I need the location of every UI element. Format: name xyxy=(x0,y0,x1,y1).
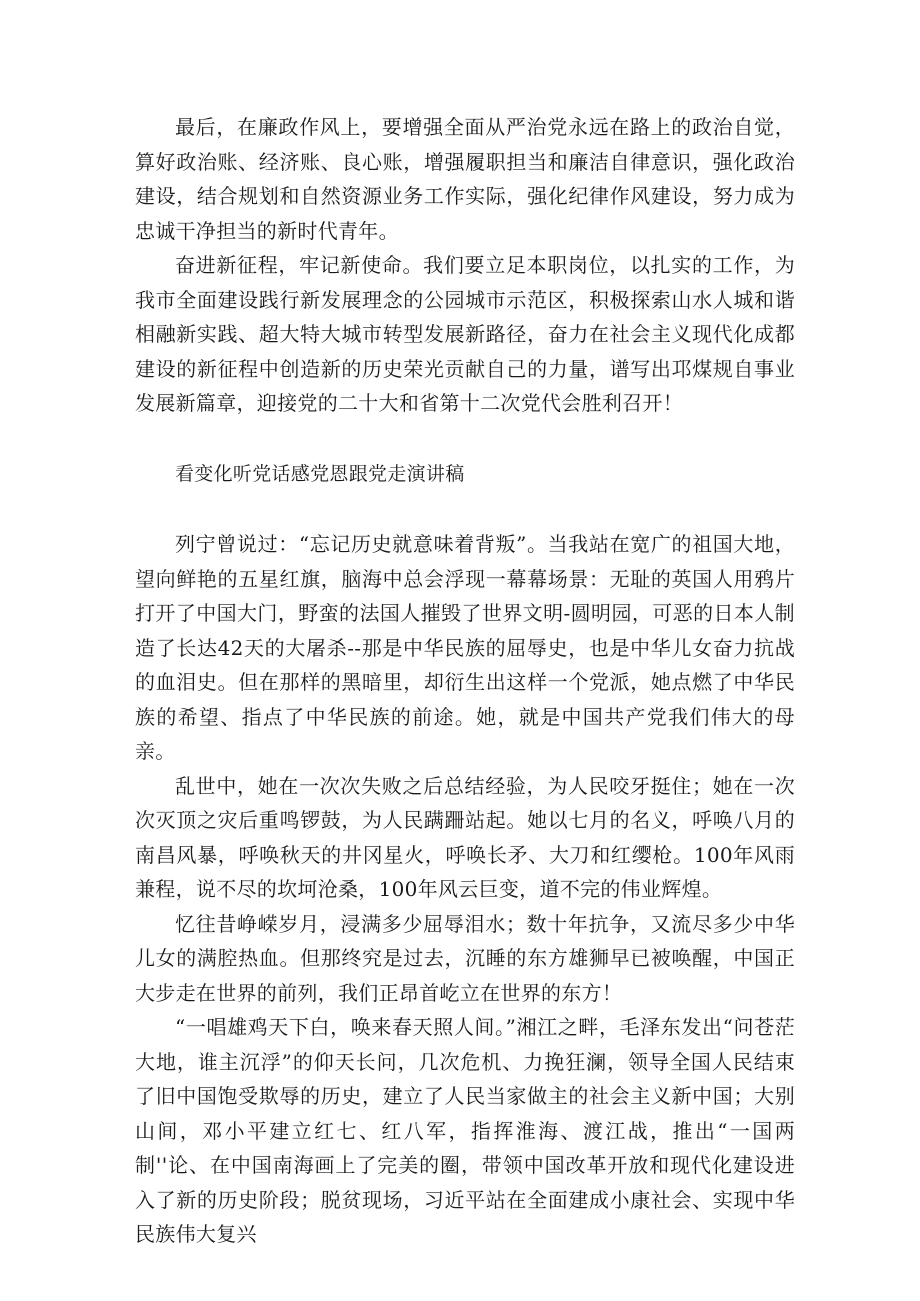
paragraph-lenin-quote: 列宁曾说过：“忘记历史就意味着背叛”。当我站在宽广的祖国大地，望向鲜艳的五星红旗，脑海中总会浮现一幕幕场景：无耻的英国人用鸦片打开了中国大门，野蛮的法国人摧毁了世界文明-圆明园，可恶的日本人制造了长达42天的大屠杀--那是中华民族的屈辱史，也是中华儿女奋力抗战的血泪史。但在那样的黑暗里，却衍生出这样一个党派，她点燃了中华民族的希望、指点了中华民族的前途。她，就是中国共产党我们伟大的母亲。 xyxy=(135,532,795,763)
paragraph-clean-governance: 最后，在廉政作风上，要增强全面从严治党永远在路上的政治自觉，算好政治账、经济账、良心账，增强履职担当和廉洁自律意识，强化政治建设，结合规划和自然资源业务工作实际，强化纪律作风建设，努力成为忠诚干净担当的新时代青年。 xyxy=(135,115,795,243)
paragraph-new-journey: 奋进新征程，牢记新使命。我们要立足本职岗位，以扎实的工作，为我市全面建设践行新发展理念的公园城市示范区，积极探索山水人城和谐相融新实践、超大特大城市转型发展新路径，奋力在社会主义现代化成都建设的新征程中创造新的历史荣光贡献自己的力量，谱写出邛煤规自事业发展新篇章，迎接党的二十大和省第十二次党代会胜利召开！ xyxy=(135,253,795,415)
document-page xyxy=(135,110,795,1252)
paragraph-glorious-years: 忆往昔峥嵘岁月，浸满多少屈辱泪水；数十年抗争，又流尽多少中华儿女的满腔热血。但那终究是过去，沉睡的东方雄狮早已被唤醒，中国正大步走在世界的前列，我们正昂首屹立在世界的东方！ xyxy=(135,911,795,1005)
speech-title: 看变化听党话感党恩跟党走演讲稿 xyxy=(175,462,465,485)
paragraph-troubled-times: 乱世中，她在一次次失败之后总结经验，为人民咬牙挺住；她在一次次灭顶之灾后重鸣锣鼓，为人民蹒跚站起。她以七月的名义，呼唤八月的南昌风暴，呼唤秋天的井冈星火，呼唤长矛、大刀和红缨枪。100年风雨兼程，说不尽的坎坷沧桑，100年风云巨变，道不完的伟业辉煌。 xyxy=(135,773,795,901)
paragraph-leaders: “一唱雄鸡天下白，唤来春天照人间。”湘江之畔，毛泽东发出“问苍茫大地，谁主沉浮”的仰天长问，几次危机、力挽狂澜，领导全国人民结束了旧中国饱受欺辱的历史，建立了人民当家做主的社会主义新中国；大别山间，邓小平建立红七、红八军，指挥淮海、渡江战，推出“一国两制''论、在中国南海画上了完美的圈，带领中国改革开放和现代化建设进入了新的历史阶段；脱贫现场，习近平站在全面建成小康社会、实现中华民族伟大复兴 xyxy=(135,1015,795,1246)
